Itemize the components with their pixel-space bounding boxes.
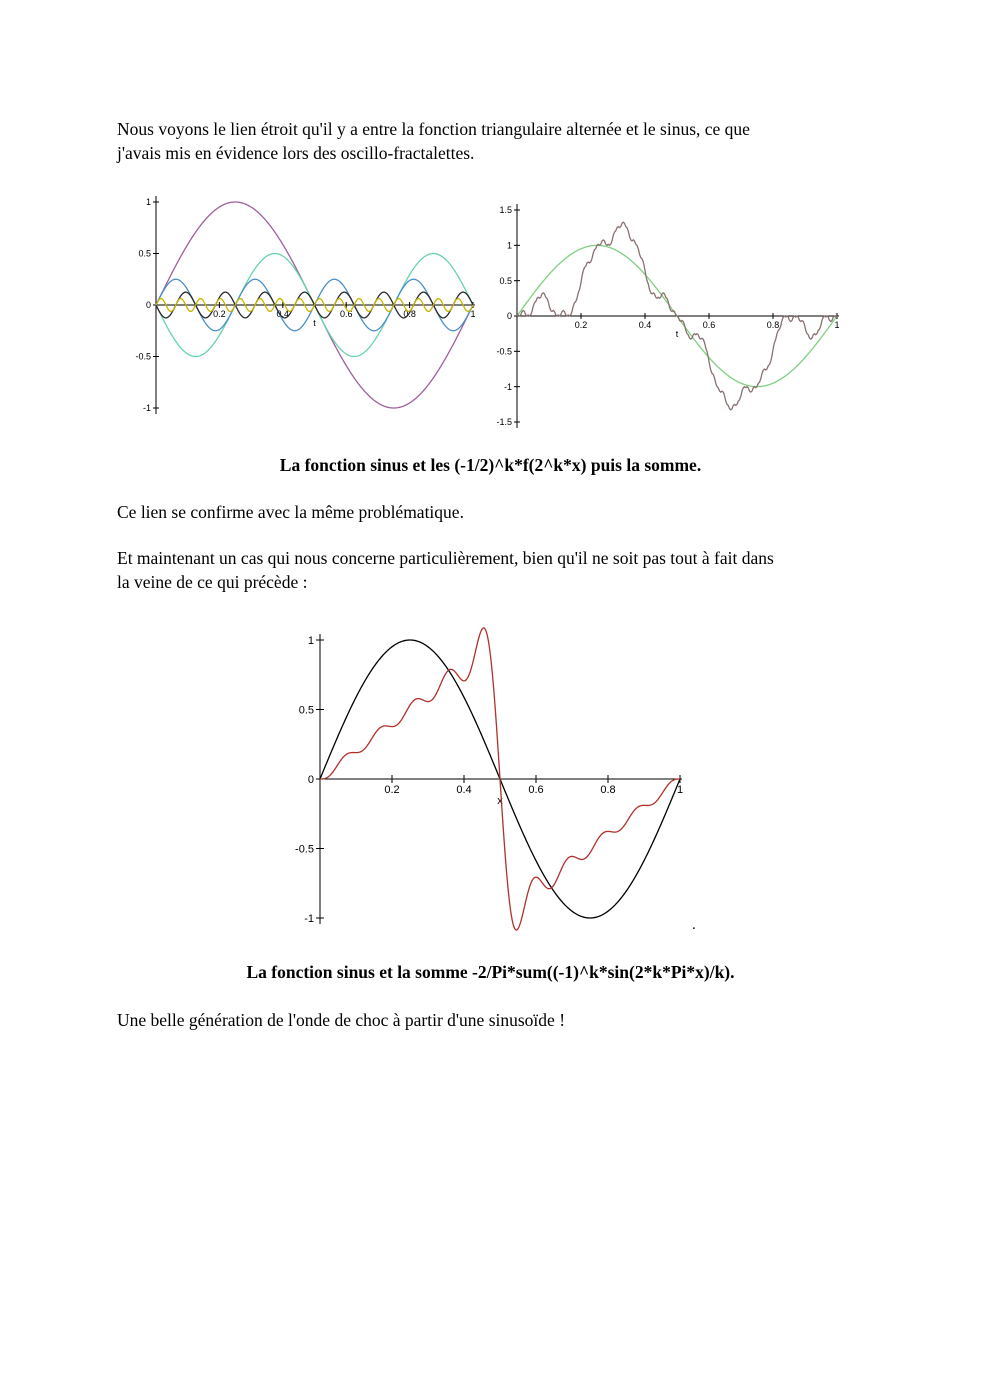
y-tick-label: 1 <box>307 634 314 647</box>
case-paragraph <box>117 546 877 594</box>
y-tick-label: 0.5 <box>138 248 151 259</box>
x-tick-label: 0.4 <box>638 320 652 330</box>
y-tick-label: 0 <box>145 300 151 311</box>
x-tick-label: 0.8 <box>403 309 416 319</box>
x-tick-label: 1 <box>676 784 684 796</box>
y-tick-label: 1 <box>145 197 151 208</box>
y-tick-label: -1 <box>503 381 512 392</box>
x-tick-label: 0.8 <box>766 320 780 330</box>
x-tick-label: 0.2 <box>384 784 400 796</box>
x-tick-label: 0.6 <box>339 309 353 319</box>
figure1-caption: La fonction sinus et les (-1/2)^k*f(2^k*x) puis la somme. <box>279 455 702 475</box>
figure2-chart <box>285 630 705 930</box>
x-tick-label: 1 <box>470 309 476 319</box>
intro-paragraph <box>117 117 877 165</box>
y-tick-label: -0.5 <box>496 346 512 357</box>
figure1-left-chart <box>118 190 488 425</box>
y-tick-label: 0.5 <box>499 275 512 286</box>
y-tick-label: -0.5 <box>135 351 151 362</box>
x-axis-label: x <box>497 795 503 807</box>
x-tick-label: 0.4 <box>456 784 472 796</box>
intro-line-1: Nous voyons le lien étroit qu'il y a entre la fonction triangulaire alternée et le sinus, ce que <box>117 119 750 139</box>
x-tick-label: 0.8 <box>600 784 616 796</box>
final-paragraph: Une belle génération de l'onde de choc à partir d'une sinusoïde ! <box>117 1010 566 1030</box>
x-axis-label: t <box>675 329 679 339</box>
y-tick-label: 0 <box>506 311 512 322</box>
x-tick-label: 0.6 <box>702 320 716 330</box>
x-tick-label: 0.2 <box>213 309 226 319</box>
x-tick-label: 1 <box>834 320 840 330</box>
y-tick-label: 1 <box>506 240 512 251</box>
y-tick-label: 0.5 <box>298 704 314 717</box>
y-tick-label: 0 <box>307 773 314 786</box>
x-tick-label: 0.2 <box>574 320 588 330</box>
x-axis-label: t <box>313 318 316 328</box>
confirm-paragraph: Ce lien se confirme avec la même problématique. <box>117 502 464 522</box>
y-tick-label: 1.5 <box>499 205 512 216</box>
case-line-2: la veine de ce qui précède : <box>117 572 308 592</box>
x-tick-label: 0.4 <box>276 309 290 319</box>
figure1-right-chart <box>485 200 855 435</box>
intro-line-2: j'avais mis en évidence lors des oscillo-fractalettes. <box>117 143 475 163</box>
figure2-caption: La fonction sinus et la somme -2/Pi*sum((-1)^k*sin(2*k*Pi*x)/k). <box>246 962 735 982</box>
case-line-1: Et maintenant un cas qui nous concerne particulièrement, bien qu'il ne soit pas tout à fait dans <box>117 548 774 568</box>
y-tick-label: -1 <box>142 403 151 414</box>
y-tick-label: -0.5 <box>295 843 314 856</box>
y-tick-label: -1.5 <box>496 417 512 428</box>
x-tick-label: 0.6 <box>528 784 544 796</box>
y-tick-label: -1 <box>304 912 314 925</box>
stray-dot: . <box>692 917 696 933</box>
